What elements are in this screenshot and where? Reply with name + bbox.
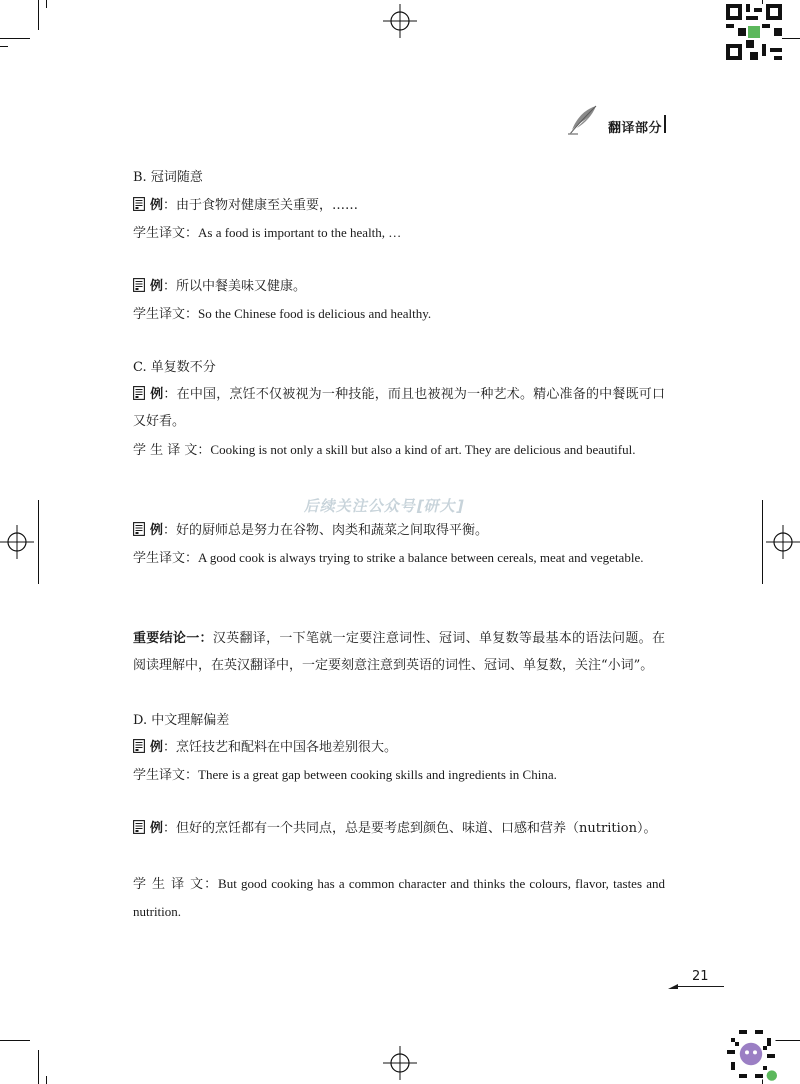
subsection-heading: D. 中文理解偏差 xyxy=(133,713,230,728)
registration-mark-icon xyxy=(383,4,417,38)
qr-code-icon xyxy=(726,4,782,60)
crop-mark xyxy=(38,1050,39,1084)
example-label: 例 xyxy=(150,198,164,213)
example-document-icon xyxy=(133,739,145,753)
student-translation: 学生译文：A good cook is always trying to strike a balance between cereals, meat and vegetable. xyxy=(133,550,644,566)
example-sentence: 例：烹饪技艺和配料在中国各地差别很大。 xyxy=(133,734,665,761)
crop-mark xyxy=(0,46,8,47)
registration-mark-icon xyxy=(0,525,34,559)
example-sentence: 例：但好的烹饪都有一个共同点，总是要考虑到颜色、味道、口感和营养（nutrition）。 xyxy=(133,815,665,842)
section-header-label: 翻译部分 xyxy=(608,121,663,136)
example-document-icon xyxy=(133,386,145,400)
student-translation-label: 学生译文： xyxy=(133,768,199,783)
example-sentence: 例：在中国，烹饪不仅被视为一种技能，而且也被视为一种艺术。精心准备的中餐既可口又好看。 xyxy=(133,387,665,429)
registration-mark-icon xyxy=(383,1046,417,1080)
example-document-icon xyxy=(133,278,145,292)
student-translation-label: 学生译文： xyxy=(133,307,199,322)
student-translation: 学 生 译 文：Cooking is not only a skill but also a kind of art. They are delicious and beautiful. xyxy=(133,442,636,458)
example-document-icon xyxy=(133,522,145,536)
crop-mark xyxy=(46,0,47,8)
crop-mark xyxy=(0,1040,30,1041)
registration-mark-icon xyxy=(766,525,800,559)
footer-rule xyxy=(676,986,724,987)
crop-mark xyxy=(762,500,763,584)
student-translation-label: 学 生 译 文： xyxy=(133,443,211,458)
qr-code-icon xyxy=(722,1026,780,1082)
student-translation: 学生译文：As a food is important to the health, … xyxy=(133,225,402,241)
crop-mark xyxy=(46,1076,47,1084)
student-translation: 学 生 译 文：But good cooking has a common character and thinks the colours, flavor, tastes and nutrition. xyxy=(133,876,665,919)
conclusion-label: 重要结论一： xyxy=(133,631,213,646)
subsection-heading: B. 冠词随意 xyxy=(133,170,203,185)
example-document-icon xyxy=(133,820,145,834)
example-label: 例 xyxy=(150,821,164,836)
crop-mark xyxy=(0,38,30,39)
example-sentence: 例：所以中餐美味又健康。 xyxy=(133,273,665,300)
feather-pen-icon xyxy=(566,103,600,137)
example-label: 例 xyxy=(150,387,164,402)
student-translation: 学生译文：So the Chinese food is delicious and healthy. xyxy=(133,306,432,322)
crop-mark xyxy=(38,500,39,584)
example-sentence: 例：好的厨师总是努力在谷物、肉类和蔬菜之间取得平衡。 xyxy=(133,517,665,544)
student-translation-label: 学生译文： xyxy=(133,226,199,241)
example-label: 例 xyxy=(150,523,164,538)
header-divider xyxy=(664,115,666,133)
student-translation: 学生译文：There is a great gap between cooking skills and ingredients in China. xyxy=(133,767,557,783)
key-conclusion: 重要结论一：汉英翻译，一下笔就一定要注意词性、冠词、单复数等最基本的语法问题。在阅读理解中，在英汉翻译中，一定要刻意注意到英语的词性、冠词、单复数，关注“小词”。 xyxy=(133,631,665,673)
example-document-icon xyxy=(133,197,145,211)
example-label: 例 xyxy=(150,279,164,294)
watermark-text: 后续关注公众号[研大] xyxy=(302,497,467,515)
example-sentence: 例：由于食物对健康至关重要，…… xyxy=(133,192,665,219)
crop-mark xyxy=(38,0,39,30)
page-number: 21 xyxy=(692,969,709,984)
subsection-heading: C. 单复数不分 xyxy=(133,360,216,375)
student-translation-label: 学 生 译 文： xyxy=(133,877,219,892)
example-label: 例 xyxy=(150,740,164,755)
student-translation-label: 学生译文： xyxy=(133,551,199,566)
